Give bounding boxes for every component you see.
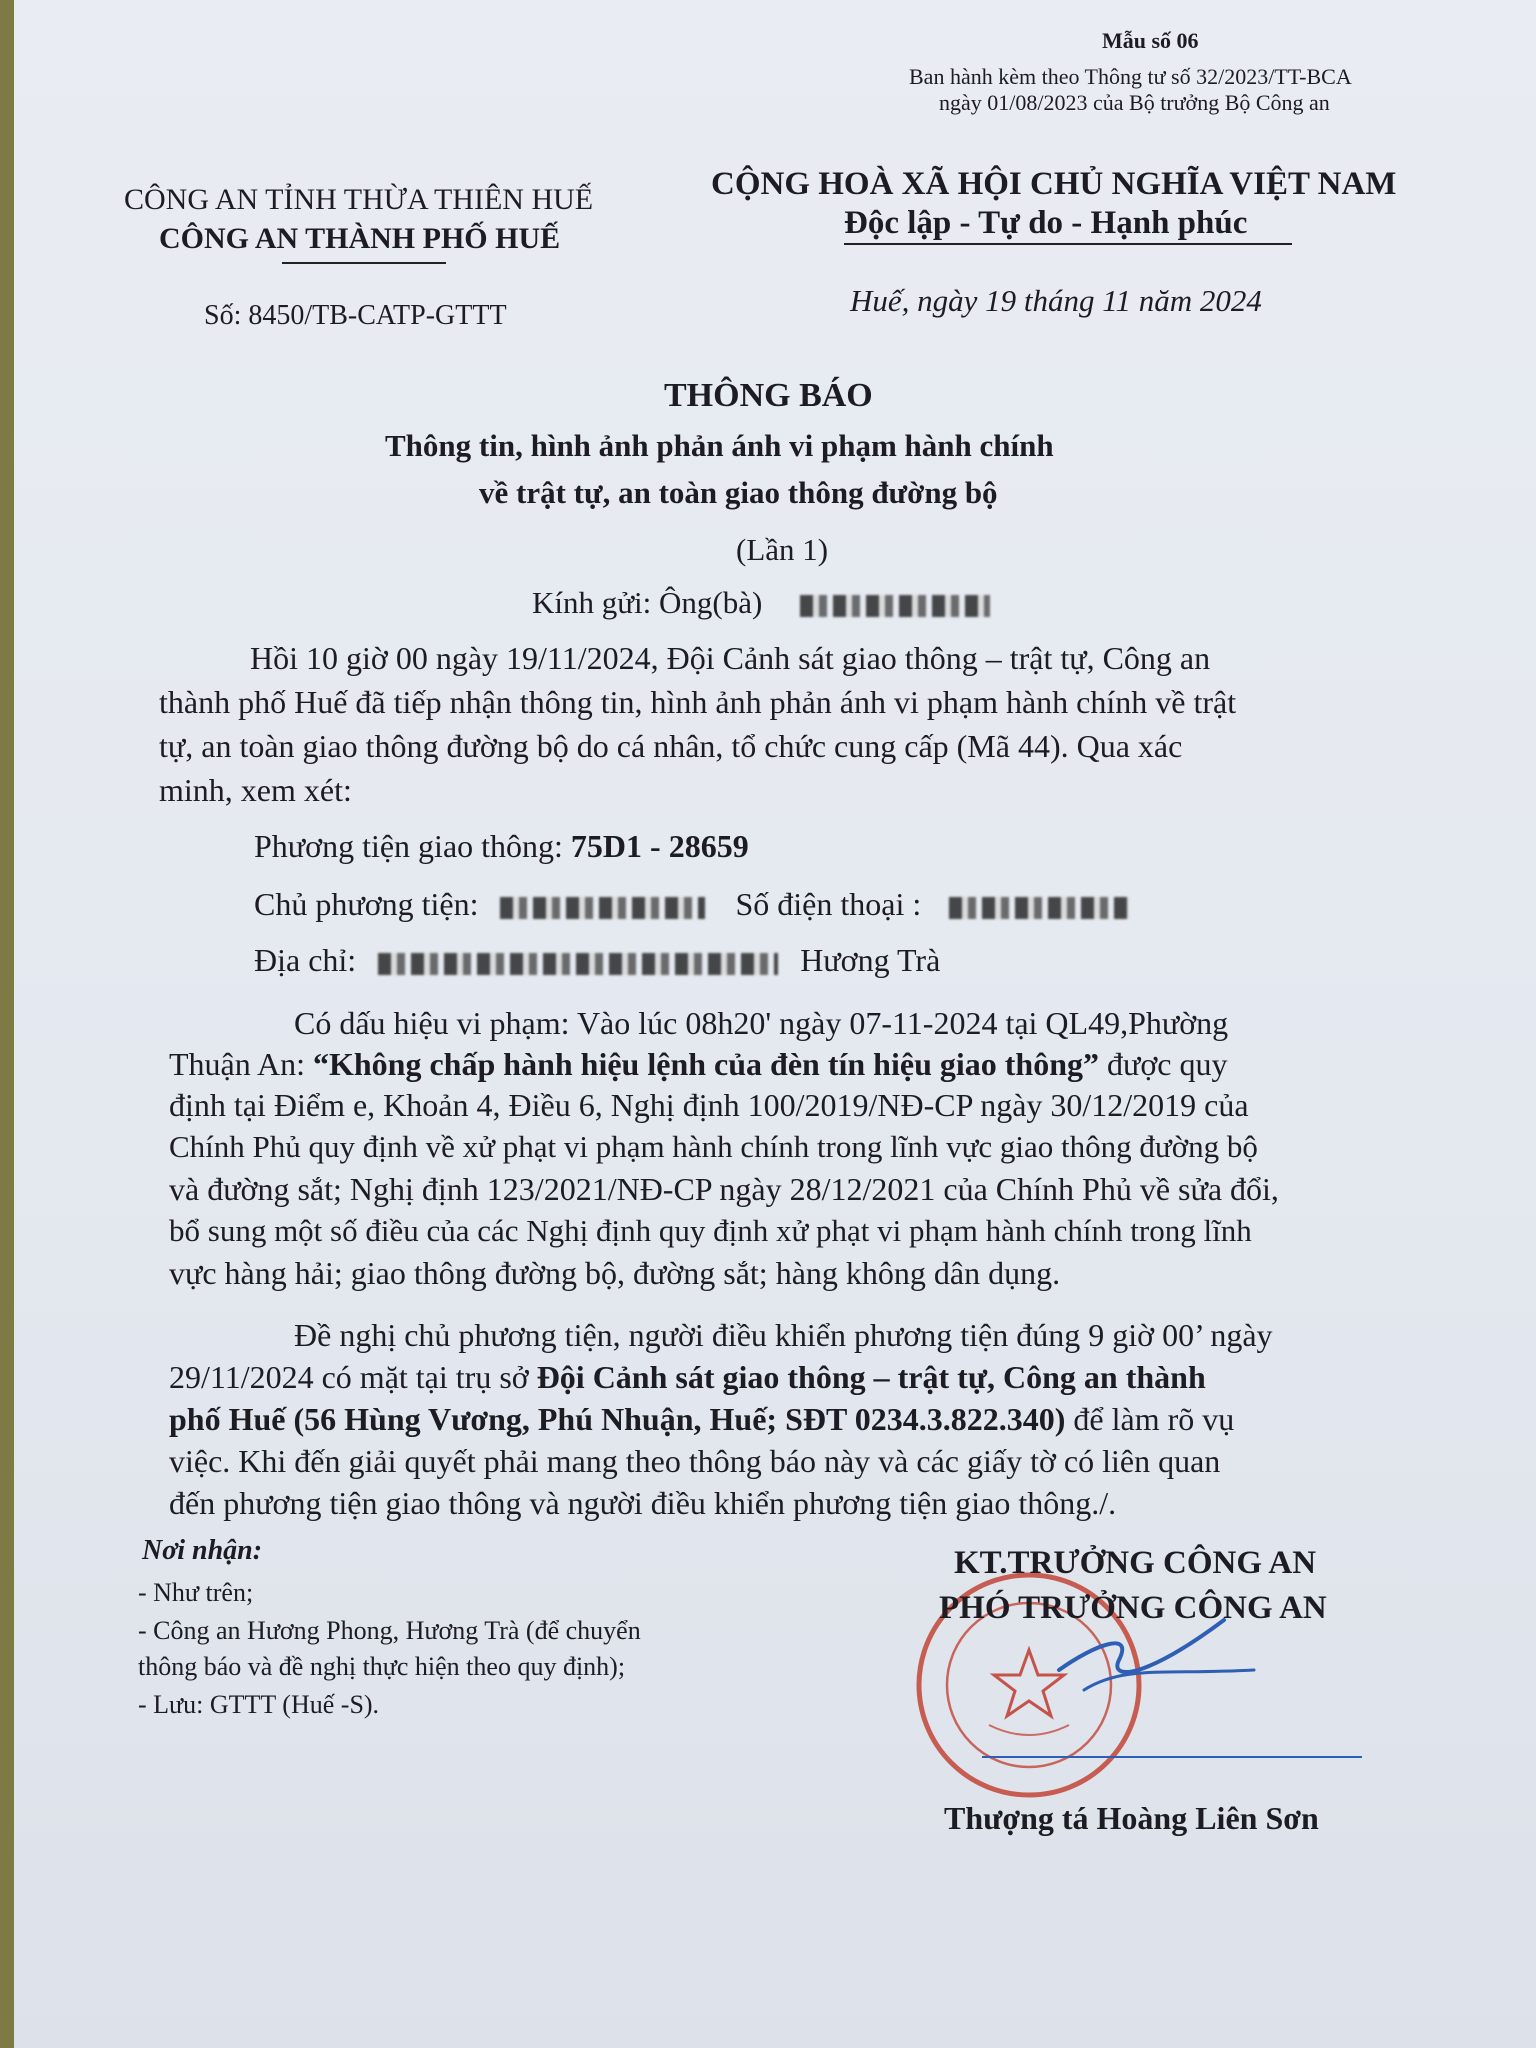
para3-line2-a: 29/11/2024 có mặt tại trụ sở <box>169 1359 537 1395</box>
para3-line2 <box>169 1359 1206 1396</box>
para3-line4: việc. Khi đến giải quyết phải mang theo thông báo này và các giấy tờ có liên quan <box>169 1443 1221 1479</box>
document-title: THÔNG BÁO <box>664 377 873 414</box>
document-number: Số: 8450/TB-CATP-GTTT <box>204 300 507 331</box>
para3-line3 <box>169 1401 1234 1438</box>
para2-line7: vực hàng hải; giao thông đường bộ, đường sắt; hàng không dân dụng. <box>169 1255 1061 1291</box>
country-name: CỘNG HOÀ XÃ HỘI CHỦ NGHĨA VIỆT NAM <box>711 166 1397 202</box>
para3-line3-b: để làm rõ vụ <box>1065 1401 1235 1437</box>
phone-label: Số điện thoại : <box>735 886 922 922</box>
recipient-line <box>532 585 990 621</box>
signer-name: Thượng tá Hoàng Liên Sơn <box>944 1800 1319 1836</box>
para2-line6: bổ sung một số điều của các Nghị định quy định xử phạt vi phạm hành chính trong lĩnh <box>169 1213 1252 1248</box>
redacted-owner-name <box>500 897 705 919</box>
office-address: phố Huế (56 Hùng Vương, Phú Nhuận, Huế; SĐT 0234.3.822.340) <box>169 1401 1066 1437</box>
para2-line2-a: Thuận An: <box>169 1046 313 1082</box>
owner-line <box>254 886 1129 923</box>
document-subtitle-2: về trật tự, an toàn giao thông đường bộ <box>479 475 998 510</box>
place-date: Huế, ngày 19 tháng 11 năm 2024 <box>850 283 1262 318</box>
form-issued-line1: Ban hành kèm theo Thông tư số 32/2023/TT-BCA <box>909 64 1352 89</box>
agency-parent: CÔNG AN TỈNH THỪA THIÊN HUẾ <box>124 183 594 216</box>
national-motto: Độc lập - Tự do - Hạnh phúc <box>844 205 1248 241</box>
vehicle-label: Phương tiện giao thông: <box>254 828 571 864</box>
violation-description: “Không chấp hành hiệu lệnh của đèn tín hiệu giao thông” <box>312 1046 1099 1082</box>
motto-underline <box>844 243 1292 245</box>
address-line <box>254 942 940 979</box>
agency-underline <box>282 262 446 264</box>
address-tail: Hương Trà <box>800 942 941 978</box>
signature-title-2: PHÓ TRƯỞNG CÔNG AN <box>939 1590 1327 1626</box>
para3-line2-b: Đội Cảnh sát giao thông – trật tự, Công an thành <box>536 1359 1206 1395</box>
para2-line4: Chính Phủ quy định về xử phạt vi phạm hành chính trong lĩnh vực giao thông đường bộ <box>169 1129 1258 1164</box>
redacted-recipient-name <box>800 595 990 617</box>
document-page <box>14 0 1536 2048</box>
document-subtitle-1: Thông tin, hình ảnh phản ánh vi phạm hành chính <box>385 428 1054 463</box>
para3-line1: Đề nghị chủ phương tiện, người điều khiển phương tiện đúng 9 giờ 00’ ngày <box>294 1317 1273 1353</box>
para1-line3: tự, an toàn giao thông đường bộ do cá nhân, tổ chức cung cấp (Mã 44). Qua xác <box>159 728 1183 764</box>
address-label: Địa chỉ: <box>254 942 357 978</box>
recipient-item-1: - Như trên; <box>138 1578 254 1607</box>
redacted-address <box>378 953 778 975</box>
agency-name: CÔNG AN THÀNH PHỐ HUẾ <box>159 222 561 255</box>
notice-round: (Lần 1) <box>736 532 829 567</box>
form-issued-line2: ngày 01/08/2023 của Bộ trưởng Bộ Công an <box>939 90 1330 115</box>
owner-label: Chủ phương tiện: <box>254 886 479 922</box>
vehicle-line <box>254 828 749 865</box>
para1-line4: minh, xem xét: <box>159 772 352 808</box>
redacted-phone-number <box>949 897 1129 919</box>
para2-line2-c: được quy <box>1099 1046 1228 1082</box>
para2-line5: và đường sắt; Nghị định 123/2021/NĐ-CP ngày 28/12/2021 của Chính Phủ về sửa đổi, <box>169 1171 1279 1207</box>
para2-line2 <box>169 1046 1227 1083</box>
para1-line2: thành phố Huế đã tiếp nhận thông tin, hình ảnh phản ánh vi phạm hành chính về trật <box>159 684 1237 720</box>
form-number: Mẫu số 06 <box>1102 28 1199 53</box>
recipients-label: Nơi nhận: <box>142 1535 263 1566</box>
signature-stroke <box>982 1756 1362 1758</box>
para3-line5: đến phương tiện giao thông và người điều khiển phương tiện giao thông./. <box>169 1485 1117 1521</box>
signature-title-1: KT.TRƯỞNG CÔNG AN <box>954 1545 1317 1581</box>
recipient-item-2-line2: thông báo và đề nghị thực hiện theo quy định); <box>138 1652 626 1681</box>
recipient-item-2-line1: - Công an Hương Phong, Hương Trà (để chuyển <box>138 1616 641 1645</box>
para1-line1: Hồi 10 giờ 00 ngày 19/11/2024, Đội Cảnh sát giao thông – trật tự, Công an <box>250 640 1211 676</box>
recipient-label: Kính gửi: Ông(bà) <box>532 585 763 620</box>
para2-line1: Có dấu hiệu vi phạm: Vào lúc 08h20' ngày 07-11-2024 tại QL49,Phường <box>294 1005 1229 1041</box>
recipient-item-3: - Lưu: GTTT (Huế -S). <box>138 1690 380 1719</box>
para2-line3: định tại Điểm e, Khoản 4, Điều 6, Nghị định 100/2019/NĐ-CP ngày 30/12/2019 của <box>169 1087 1249 1123</box>
vehicle-plate: 75D1 - 28659 <box>570 828 749 864</box>
